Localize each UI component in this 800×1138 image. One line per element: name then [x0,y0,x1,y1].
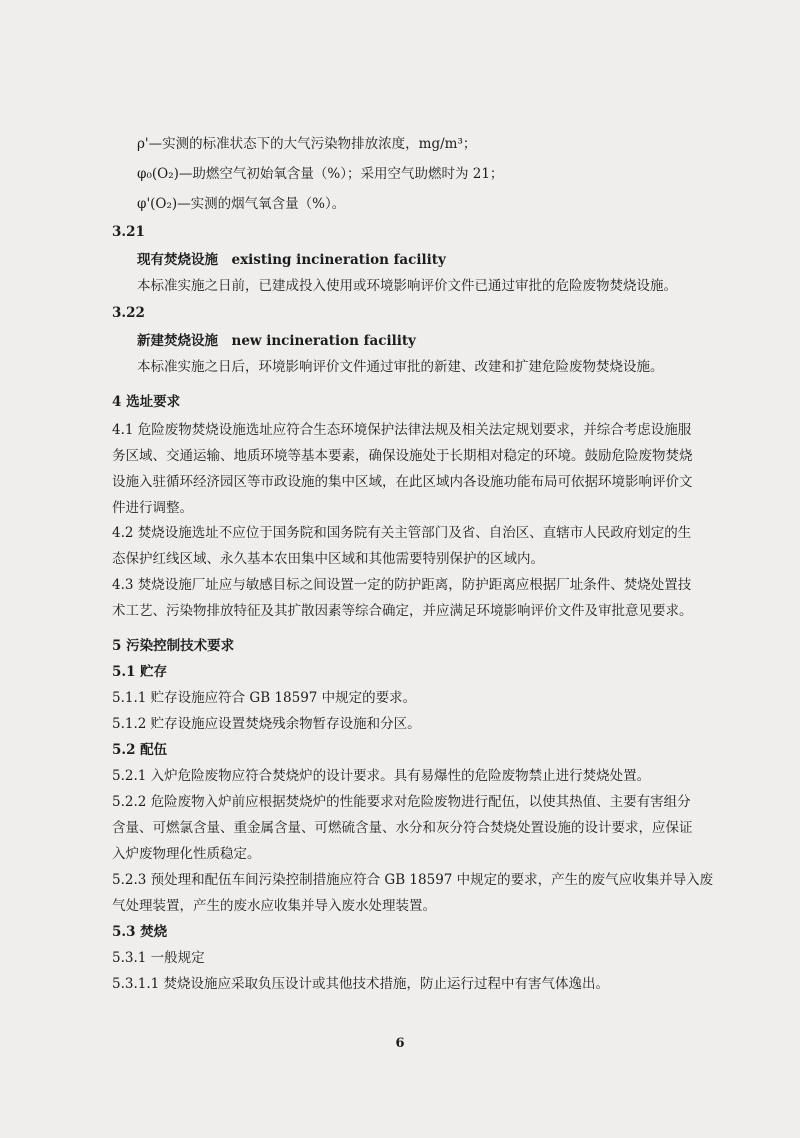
clause-5-1-1: 5.1.1 贮存设施应符合 GB 18597 中规定的要求。 [112,690,417,706]
definition-phi0: φ₀(O₂)—助燃空气初始氧含量（%）；采用空气助燃时为 21； [137,166,504,182]
page-number: 6 [395,1036,405,1051]
clause-4-2-line-1: 4.2 焚烧设施选址不应位于国务院和国务院有关主管部门及省、自治区、直辖市人民政府划定的生 [112,525,692,541]
clause-4-1-line-1: 4.1 危险废物焚烧设施选址应符合生态环境保护法律法规及相关法定规划要求，并综合考虑设施服 [112,422,692,438]
subsection-heading-5-3: 5.3 焚烧 [112,924,168,940]
clause-4-1-line-3: 设施入驻循环经济园区等市政设施的集中区域，在此区域内各设施功能布局可依据环境影响评价文 [112,474,693,490]
term-new-facility: 新建焚烧设施 new incineration facility [137,333,416,349]
clause-5-2-2-line-2: 含量、可燃氯含量、重金属含量、可燃硫含量、水分和灰分符合焚烧处置设施的设计要求，应保证 [112,820,693,836]
definition-new-facility: 本标准实施之日后，环境影响评价文件通过审批的新建、改建和扩建危险废物焚烧设施。 [137,359,664,375]
clause-5-3-1-1: 5.3.1.1 焚烧设施应采取负压设计或其他技术措施，防止运行过程中有害气体逸出。 [112,976,610,992]
section-heading-4: 4 选址要求 [112,394,181,410]
clause-number-3-22: 3.22 [112,305,145,321]
clause-5-2-3-line-2: 气处理装置，产生的废水应收集并导入废水处理装置。 [112,898,436,914]
clause-4-1-line-2: 务区域、交通运输、地质环境等基本要素，确保设施处于长期相对稳定的环境。鼓励危险废物焚烧 [112,448,693,464]
clause-5-2-1: 5.2.1 入炉危险废物应符合焚烧炉的设计要求。具有易爆性的危险废物禁止进行焚烧处置。 [112,768,651,784]
term-existing-facility: 现有焚烧设施 existing incineration facility [137,252,446,268]
definition-rho-prime: ρ'—实测的标准状态下的大气污染物排放浓度，mg/m³； [137,136,477,152]
definition-existing-facility: 本标准实施之日前，已建成投入使用或环境影响评价文件已通过审批的危险废物焚烧设施。 [137,278,677,294]
clause-5-2-2-line-1: 5.2.2 危险废物入炉前应根据焚烧炉的性能要求对危险废物进行配伍，以使其热值、主要有害组分 [112,794,691,810]
clause-4-2-line-2: 态保护红线区域、永久基本农田集中区域和其他需要特别保护的区域内。 [112,551,544,567]
clause-number-3-21: 3.21 [112,224,145,240]
subsection-heading-5-2: 5.2 配伍 [112,742,168,758]
subsection-heading-5-1: 5.1 贮存 [112,664,168,680]
clause-5-2-3-line-1: 5.2.3 预处理和配伍车间污染控制措施应符合 GB 18597 中规定的要求，产生的废气应收集并导入废 [112,872,714,888]
clause-4-1-line-4: 件进行调整。 [112,500,193,516]
subsection-heading-5-3-1: 5.3.1 一般规定 [112,950,205,966]
clause-5-2-2-line-3: 入炉废物理化性质稳定。 [112,846,261,862]
clause-5-1-2: 5.1.2 贮存设施应设置焚烧残余物暂存设施和分区。 [112,716,421,732]
section-heading-5: 5 污染控制技术要求 [112,638,235,654]
clause-4-3-line-2: 术工艺、污染物排放特征及其扩散因素等综合确定，并应满足环境影响评价文件及审批意见要求。 [112,603,693,619]
definition-phi-prime: φ'(O₂)—实测的烟气氧含量（%）。 [137,196,346,212]
clause-4-3-line-1: 4.3 焚烧设施厂址应与敏感目标之间设置一定的防护距离，防护距离应根据厂址条件、焚烧处置技 [112,577,692,593]
